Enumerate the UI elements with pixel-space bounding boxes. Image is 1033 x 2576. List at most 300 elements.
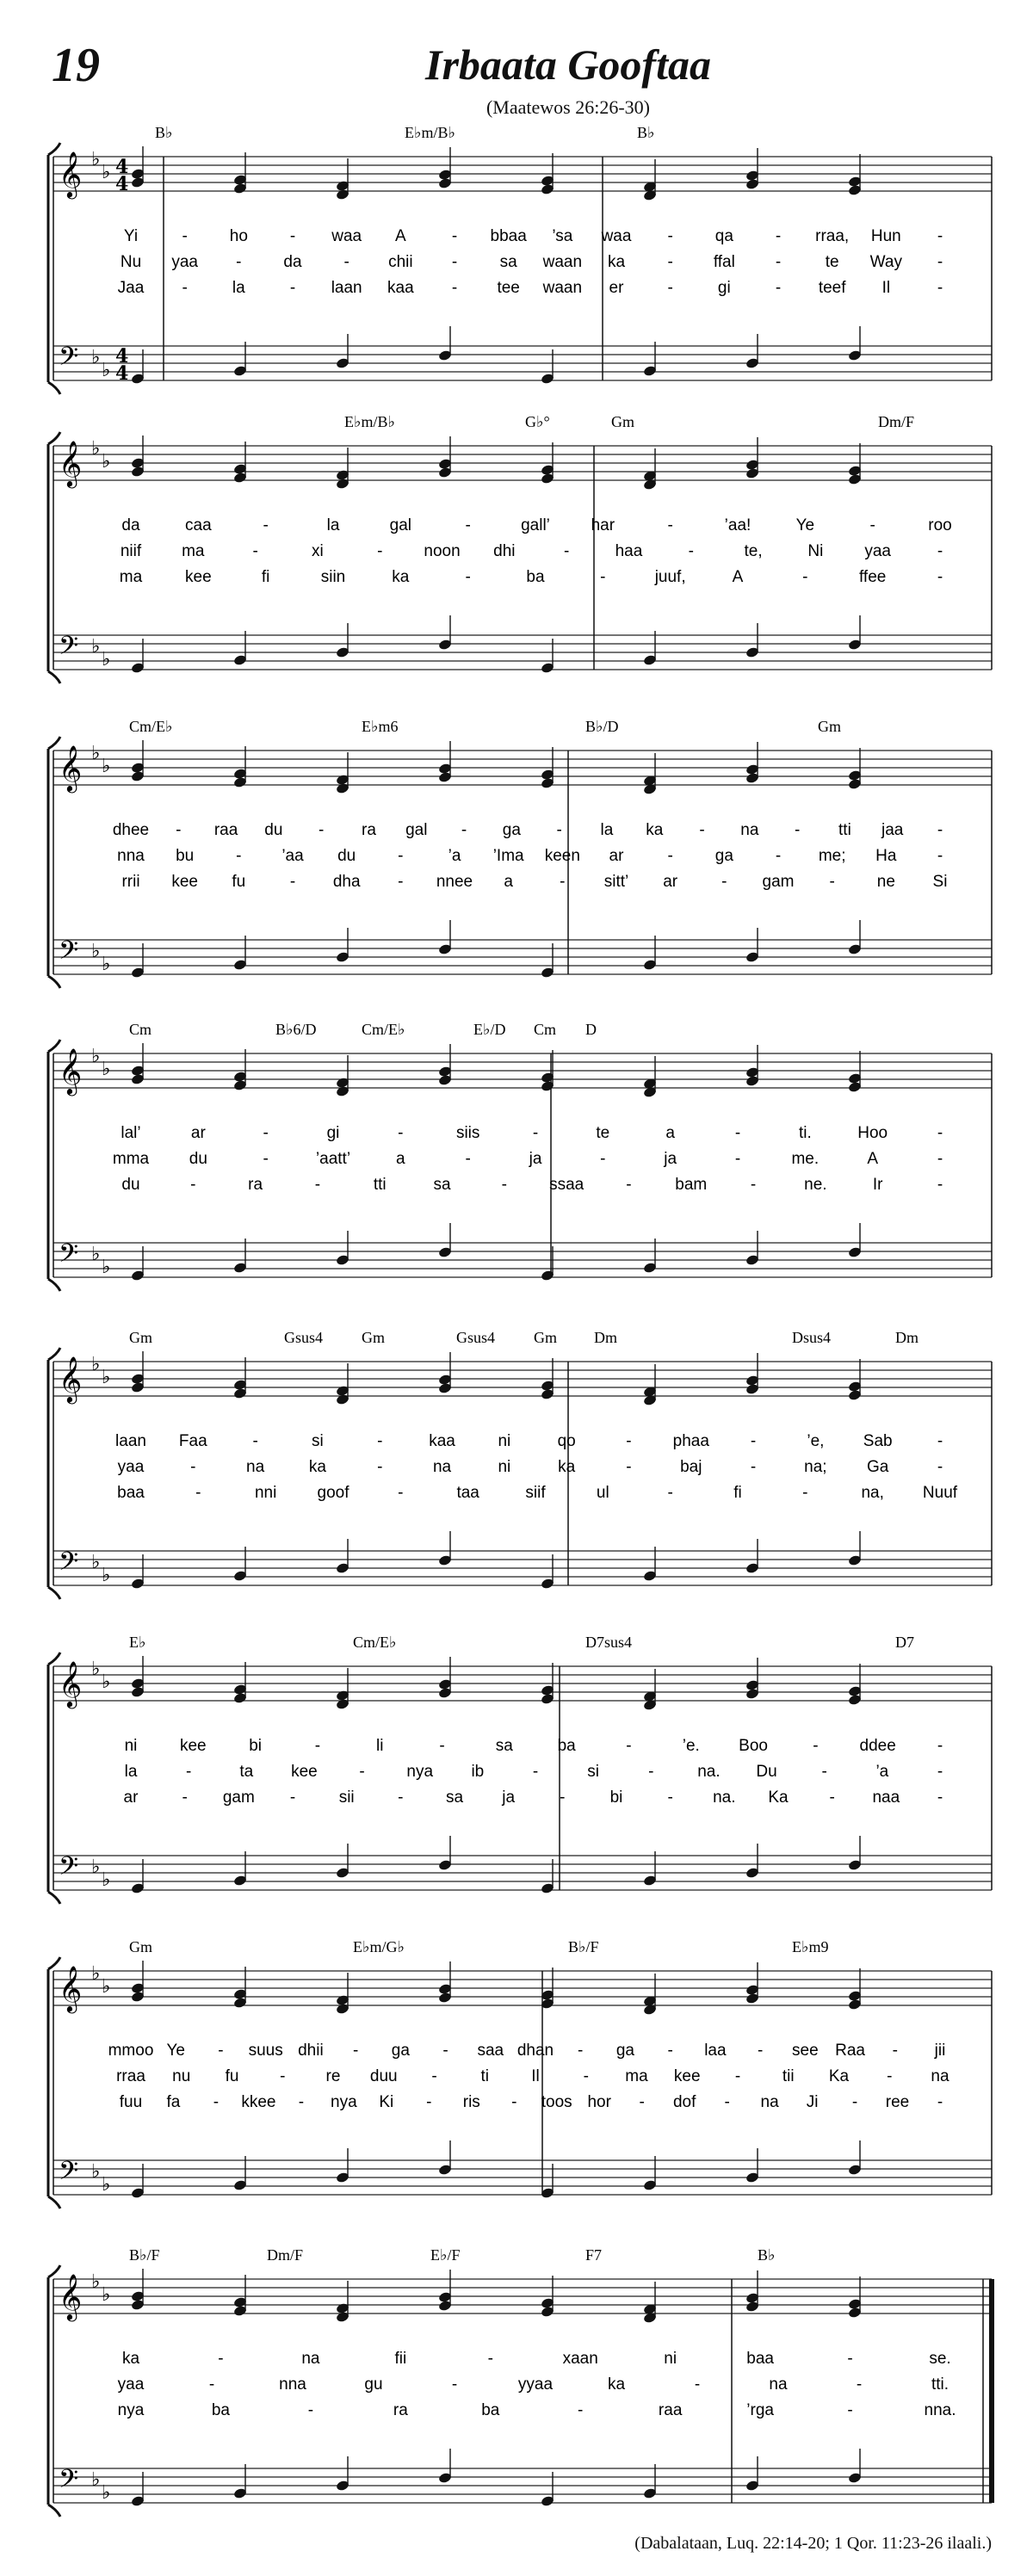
- key-flat: ♭: [102, 451, 111, 473]
- lyric-hyphen: -: [600, 568, 606, 586]
- lyric-syllable: baa: [117, 1484, 145, 1502]
- chord-symbol: D7sus4: [585, 1634, 633, 1651]
- lyric-syllable: si: [312, 1432, 324, 1450]
- lyric-syllable: Nu: [120, 253, 142, 271]
- lyric-hyphen: -: [307, 2401, 314, 2419]
- lyric-hyphen: -: [851, 2093, 858, 2111]
- key-flat: ♭: [102, 1671, 111, 1693]
- lyric-hyphen: -: [377, 542, 383, 560]
- key-flat: ♭: [102, 1059, 111, 1080]
- lyric-hyphen: -: [451, 2375, 458, 2394]
- lyric-syllable: ’aatt’: [315, 1150, 351, 1168]
- lyric-syllable: ni: [498, 1432, 511, 1450]
- lyric-syllable: kaa: [387, 279, 414, 297]
- lyric-hyphen: -: [794, 821, 801, 839]
- lyric-syllable: la: [600, 821, 614, 839]
- lyric-hyphen: -: [667, 253, 673, 271]
- lyric-syllable: A: [732, 568, 744, 586]
- lyric-syllable: na.: [697, 1763, 721, 1781]
- lyric-hyphen: -: [252, 1432, 258, 1450]
- lyric-hyphen: -: [190, 1458, 196, 1476]
- lyric-syllable: ’Ima: [492, 847, 524, 865]
- lyric-syllable: me;: [818, 847, 846, 865]
- chord-symbol: Cm: [129, 1021, 152, 1038]
- lyric-syllable: na: [432, 1458, 452, 1476]
- brace-hook-bottom: [48, 2196, 60, 2208]
- lyric-syllable: da: [121, 516, 140, 534]
- lyric-syllable: ka: [121, 2350, 140, 2368]
- lyric-hyphen: -: [263, 1124, 269, 1142]
- lyric-syllable: dhan: [516, 2042, 554, 2060]
- lyric-syllable: fi: [261, 568, 270, 586]
- lyric-syllable: ba: [557, 1737, 576, 1755]
- lyric-hyphen: -: [639, 2093, 645, 2111]
- lyric-hyphen: -: [829, 1788, 835, 1807]
- lyric-hyphen: -: [775, 279, 782, 297]
- lyric-hyphen: -: [377, 1458, 383, 1476]
- lyric-hyphen: -: [451, 227, 458, 245]
- brace-hook-bottom: [48, 671, 60, 683]
- lyric-syllable: goof: [317, 1484, 349, 1502]
- lyric-hyphen: -: [734, 1124, 741, 1142]
- lyric-syllable: siin: [320, 568, 346, 586]
- lyric-syllable: Ye: [166, 2042, 185, 2060]
- lyric-hyphen: -: [734, 2067, 741, 2085]
- lyric-syllable: waan: [542, 279, 583, 297]
- lyric-syllable: dhi: [493, 542, 516, 560]
- lyric-hyphen: -: [343, 253, 349, 271]
- lyric-hyphen: -: [289, 279, 296, 297]
- bass-clef: 𝄢: [59, 1239, 79, 1275]
- chord-symbol: Dm: [895, 1329, 919, 1346]
- lyric-syllable: ar: [123, 1788, 139, 1807]
- lyric-syllable: jii: [934, 2042, 946, 2060]
- lyric-hyphen: -: [626, 1458, 632, 1476]
- lyric-hyphen: -: [937, 1176, 943, 1194]
- key-flat: ♭: [91, 1659, 101, 1680]
- lyric-hyphen: -: [532, 1763, 539, 1781]
- lyric-syllable: ffal: [713, 253, 735, 271]
- treble-clef: 𝄞: [59, 440, 83, 486]
- lyric-syllable: Ha: [875, 847, 897, 865]
- brace-hook-bottom: [48, 382, 60, 394]
- lyric-hyphen: -: [263, 516, 269, 534]
- lyric-hyphen: -: [319, 821, 325, 839]
- lyric-syllable: yyaa: [517, 2375, 554, 2394]
- lyric-syllable: ni: [124, 1737, 138, 1755]
- lyric-syllable: yaa: [171, 253, 198, 271]
- lyric-syllable: ja: [529, 1150, 542, 1168]
- lyric-syllable: li: [376, 1737, 384, 1755]
- lyric-syllable: bbaa: [490, 227, 527, 245]
- lyric-syllable: dhii: [298, 2042, 324, 2060]
- lyric-syllable: na: [740, 821, 759, 839]
- lyric-syllable: te: [825, 253, 839, 271]
- lyric-syllable: Ka: [768, 1788, 789, 1807]
- lyric-syllable: ra: [393, 2401, 408, 2419]
- brace-hook-bottom: [48, 1892, 60, 1904]
- lyric-syllable: xaan: [562, 2350, 598, 2368]
- lyric-hyphen: -: [377, 1432, 383, 1450]
- lyric-hyphen: -: [289, 873, 296, 891]
- chord-symbol: B♭6/D: [275, 1021, 317, 1038]
- bass-clef: 𝄢: [59, 1852, 79, 1887]
- lyric-syllable: nni: [254, 1484, 277, 1502]
- lyric-hyphen: -: [314, 1737, 321, 1755]
- lyric-hyphen: -: [937, 1458, 943, 1476]
- lyric-syllable: har: [591, 516, 615, 534]
- treble-clef: 𝄞: [59, 2273, 83, 2320]
- lyric-syllable: kee: [673, 2067, 701, 2085]
- lyric-syllable: sa: [499, 253, 517, 271]
- lyric-syllable: qo: [557, 1432, 576, 1450]
- lyric-hyphen: -: [937, 568, 943, 586]
- key-flat: ♭: [102, 1976, 111, 1998]
- lyric-hyphen: -: [937, 847, 943, 865]
- brace-hook-bottom: [48, 1587, 60, 1599]
- lyric-syllable: tii: [782, 2067, 795, 2085]
- lyric-hyphen: -: [847, 2401, 853, 2419]
- lyric-syllable: ka: [558, 1458, 576, 1476]
- lyric-syllable: Du: [756, 1763, 777, 1781]
- chord-symbol: Gm: [362, 1329, 385, 1346]
- lyric-syllable: keen: [544, 847, 580, 865]
- lyric-hyphen: -: [218, 2350, 224, 2368]
- lyric-syllable: Il: [531, 2067, 540, 2085]
- lyric-syllable: laan: [115, 1432, 146, 1450]
- lyric-hyphen: -: [218, 2042, 224, 2060]
- chord-symbol: Cm/E♭: [362, 1021, 405, 1038]
- lyric-syllable: Ji: [806, 2093, 819, 2111]
- lyric-syllable: dha: [332, 873, 361, 891]
- lyric-hyphen: -: [298, 2093, 305, 2111]
- key-flat: ♭: [91, 1552, 101, 1573]
- lyric-hyphen: -: [721, 873, 727, 891]
- lyric-hyphen: -: [563, 542, 570, 560]
- lyric-syllable: jaa: [881, 821, 904, 839]
- lyric-syllable: haa: [615, 542, 643, 560]
- lyric-syllable: gi: [717, 279, 731, 297]
- lyric-hyphen: -: [734, 1150, 741, 1168]
- chord-symbol: Dm/F: [267, 2246, 304, 2264]
- lyric-syllable: lal’: [121, 1124, 141, 1142]
- lyric-hyphen: -: [208, 2375, 215, 2394]
- lyric-syllable: baa: [746, 2350, 774, 2368]
- lyric-syllable: Raa: [835, 2042, 865, 2060]
- lyric-syllable: Ki: [379, 2093, 394, 2111]
- chord-symbol: Dsus4: [792, 1329, 832, 1346]
- lyric-hyphen: -: [426, 2093, 432, 2111]
- lyric-hyphen: -: [182, 279, 188, 297]
- lyric-hyphen: -: [724, 2093, 730, 2111]
- lyric-syllable: gi: [326, 1124, 340, 1142]
- lyric-hyphen: -: [937, 1763, 943, 1781]
- lyric-hyphen: -: [648, 1763, 654, 1781]
- lyric-hyphen: -: [937, 1788, 943, 1807]
- chord-symbol: Gm: [818, 718, 841, 735]
- lyric-syllable: gu: [364, 2375, 383, 2394]
- lyric-syllable: ffee: [858, 568, 887, 586]
- brace-hook-bottom: [48, 2505, 60, 2517]
- lyric-syllable: dof: [672, 2093, 696, 2111]
- lyric-syllable: ib: [471, 1763, 485, 1781]
- lyric-syllable: Hoo: [857, 1124, 888, 1142]
- scripture-reference: (Maatewos 26:26-30): [486, 96, 650, 118]
- treble-clef: 𝄞: [59, 151, 83, 197]
- lyric-syllable: dhee: [112, 821, 150, 839]
- lyric-syllable: ar: [663, 873, 678, 891]
- treble-clef: 𝄞: [59, 1660, 83, 1707]
- lyric-syllable: na,: [861, 1484, 884, 1502]
- lyric-hyphen: -: [560, 1788, 566, 1807]
- lyric-syllable: kee: [291, 1763, 318, 1781]
- chord-symbol: Gsus4: [284, 1329, 324, 1346]
- lyric-syllable: nya: [406, 1763, 434, 1781]
- lyric-syllable: ddee: [859, 1737, 896, 1755]
- lyric-syllable: ka: [308, 1458, 326, 1476]
- lyric-syllable: laa: [704, 2042, 727, 2060]
- lyric-hyphen: -: [667, 227, 673, 245]
- time-signature-top: 4: [115, 156, 129, 178]
- chord-symbol: Gm: [129, 1938, 152, 1955]
- lyric-syllable: nya: [331, 2093, 357, 2111]
- lyric-syllable: du: [337, 847, 356, 865]
- lyric-syllable: Ye: [795, 516, 815, 534]
- lyric-syllable: ga: [714, 847, 733, 865]
- lyric-syllable: ne: [876, 873, 895, 891]
- lyric-syllable: nya: [117, 2401, 145, 2419]
- lyric-syllable: Ir: [872, 1176, 883, 1194]
- lyric-hyphen: -: [398, 1484, 404, 1502]
- lyric-syllable: duu: [369, 2067, 398, 2085]
- lyric-syllable: si: [587, 1763, 600, 1781]
- lyric-hyphen: -: [887, 2067, 893, 2085]
- chord-symbol: Cm/E♭: [353, 1634, 397, 1651]
- lyric-syllable: niif: [120, 542, 142, 560]
- treble-clef: 𝄞: [59, 1356, 83, 1402]
- lyric-hyphen: -: [667, 847, 673, 865]
- lyric-syllable: ra: [362, 821, 376, 839]
- lyric-hyphen: -: [869, 516, 875, 534]
- lyric-hyphen: -: [847, 2350, 853, 2368]
- key-flat: ♭: [91, 743, 101, 764]
- lyric-hyphen: -: [465, 516, 471, 534]
- lyric-hyphen: -: [937, 253, 943, 271]
- lyric-hyphen: -: [937, 279, 943, 297]
- lyric-syllable: la: [326, 516, 340, 534]
- lyric-syllable: ’sa: [552, 227, 573, 245]
- lyric-hyphen: -: [182, 1788, 188, 1807]
- lyric-hyphen: -: [626, 1737, 632, 1755]
- lyric-syllable: ga: [391, 2042, 410, 2060]
- hymn-title: Irbaata Gooftaa: [425, 40, 711, 89]
- lyric-hyphen: -: [775, 227, 782, 245]
- lyric-hyphen: -: [359, 1763, 365, 1781]
- lyric-hyphen: -: [667, 2042, 673, 2060]
- lyric-syllable: ka: [607, 2375, 626, 2394]
- lyric-hyphen: -: [937, 821, 943, 839]
- treble-clef: 𝄞: [59, 744, 83, 791]
- lyric-syllable: sii: [338, 1788, 355, 1807]
- lyric-syllable: ’aa!: [724, 516, 752, 534]
- lyric-syllable: du: [189, 1150, 207, 1168]
- lyric-syllable: nna.: [924, 2401, 956, 2419]
- lyric-syllable: nnee: [436, 873, 473, 891]
- lyric-syllable: me.: [791, 1150, 820, 1168]
- lyric-syllable: er: [609, 279, 624, 297]
- lyric-syllable: sa: [495, 1737, 513, 1755]
- lyric-syllable: fu: [232, 873, 246, 891]
- lyric-hyphen: -: [802, 1484, 808, 1502]
- lyric-syllable: juuf,: [654, 568, 686, 586]
- chord-symbol: B♭: [637, 124, 655, 141]
- lyric-syllable: Yi: [123, 227, 139, 245]
- lyric-syllable: caa: [185, 516, 212, 534]
- lyric-hyphen: -: [176, 821, 182, 839]
- lyric-hyphen: -: [856, 2375, 863, 2394]
- footnote: (Dabalataan, Luq. 22:14-20; 1 Qor. 11:23-26 ilaali.): [634, 2534, 992, 2553]
- lyric-syllable: raa: [658, 2401, 683, 2419]
- lyric-syllable: ka: [646, 821, 664, 839]
- lyric-syllable: mmoo: [108, 2042, 154, 2060]
- lyric-syllable: ga: [502, 821, 521, 839]
- chord-symbol: G♭°: [525, 413, 550, 430]
- lyric-hyphen: -: [937, 1432, 943, 1450]
- key-flat: ♭: [91, 2161, 101, 2183]
- chord-symbol: B♭/F: [129, 2246, 160, 2264]
- chord-symbol: B♭/D: [585, 718, 619, 735]
- lyric-syllable: du: [121, 1176, 140, 1194]
- lyric-syllable: toos: [541, 2093, 572, 2111]
- lyric-syllable: a: [396, 1150, 405, 1168]
- lyric-hyphen: -: [937, 1150, 943, 1168]
- lyric-hyphen: -: [750, 1176, 757, 1194]
- lyric-syllable: Way: [869, 253, 902, 271]
- lyric-hyphen: -: [667, 1788, 673, 1807]
- lyric-hyphen: -: [892, 2042, 898, 2060]
- treble-clef: 𝄞: [59, 1047, 83, 1094]
- chord-symbol: E♭/D: [473, 1021, 506, 1038]
- key-flat: ♭: [91, 941, 101, 962]
- lyric-syllable: ho: [229, 227, 248, 245]
- lyric-syllable: na: [769, 2375, 788, 2394]
- lyric-syllable: bi: [249, 1737, 263, 1755]
- lyric-syllable: Boo: [739, 1737, 768, 1755]
- lyric-hyphen: -: [398, 1124, 404, 1142]
- lyric-syllable: se.: [929, 2350, 951, 2368]
- lyric-syllable: na: [760, 2093, 779, 2111]
- lyric-hyphen: -: [511, 2093, 517, 2111]
- treble-clef: 𝄞: [59, 1965, 83, 2011]
- chord-symbol: E♭m/B♭: [405, 124, 455, 141]
- lyric-syllable: ’e.: [682, 1737, 700, 1755]
- lyric-syllable: tee: [497, 279, 520, 297]
- bass-clef: 𝄢: [59, 343, 79, 378]
- lyric-syllable: ga: [615, 2042, 635, 2060]
- lyric-syllable: ra: [248, 1176, 263, 1194]
- lyric-syllable: sa: [433, 1176, 451, 1194]
- lyric-syllable: ’e,: [807, 1432, 825, 1450]
- lyric-hyphen: -: [829, 873, 835, 891]
- lyric-syllable: ’rga: [746, 2401, 774, 2419]
- key-flat: ♭: [102, 1869, 111, 1891]
- lyric-syllable: nna: [279, 2375, 306, 2394]
- lyric-hyphen: -: [398, 847, 404, 865]
- key-flat: ♭: [102, 1257, 111, 1278]
- lyric-syllable: ma: [182, 542, 205, 560]
- lyric-syllable: ul: [596, 1484, 609, 1502]
- lyric-syllable: fa: [166, 2093, 181, 2111]
- key-flat: ♭: [91, 1963, 101, 1985]
- lyric-syllable: ti.: [798, 1124, 812, 1142]
- lyric-syllable: kkee: [241, 2093, 276, 2111]
- lyric-hyphen: -: [280, 2067, 286, 2085]
- lyric-hyphen: -: [802, 568, 808, 586]
- lyric-hyphen: -: [937, 1124, 943, 1142]
- lyric-syllable: na.: [713, 1788, 736, 1807]
- lyric-hyphen: -: [667, 279, 673, 297]
- key-flat: ♭: [102, 2174, 111, 2196]
- lyric-hyphen: -: [398, 1788, 404, 1807]
- lyric-syllable: Ga: [867, 1458, 889, 1476]
- lyric-syllable: saa: [477, 2042, 504, 2060]
- lyric-syllable: waa: [331, 227, 362, 245]
- lyric-hyphen: -: [465, 1150, 471, 1168]
- key-flat: ♭: [91, 1046, 101, 1067]
- lyric-syllable: yaa: [117, 1458, 145, 1476]
- lyric-syllable: ni: [664, 2350, 677, 2368]
- lyric-syllable: siif: [525, 1484, 546, 1502]
- lyric-syllable: nu: [172, 2067, 191, 2085]
- lyric-syllable: ja: [664, 1150, 677, 1168]
- lyric-syllable: fuu: [119, 2093, 143, 2111]
- chord-symbol: E♭/F: [430, 2246, 461, 2264]
- lyric-hyphen: -: [289, 1788, 296, 1807]
- lyric-syllable: A: [867, 1150, 879, 1168]
- lyric-syllable: ssaa: [549, 1176, 585, 1194]
- lyric-hyphen: -: [263, 1150, 269, 1168]
- lyric-syllable: tti.: [931, 2375, 949, 2394]
- lyric-syllable: taa: [456, 1484, 479, 1502]
- lyric-syllable: tti: [838, 821, 851, 839]
- chord-symbol: Cm: [534, 1021, 557, 1038]
- lyric-syllable: kee: [179, 1737, 207, 1755]
- key-flat: ♭: [91, 347, 101, 368]
- lyric-syllable: yaa: [117, 2375, 145, 2394]
- lyric-syllable: gal: [389, 516, 412, 534]
- chord-symbol: Gm: [534, 1329, 557, 1346]
- chord-symbol: B♭: [758, 2246, 776, 2264]
- lyric-hyphen: -: [190, 1176, 196, 1194]
- lyric-hyphen: -: [213, 2093, 220, 2111]
- lyric-syllable: nna: [117, 847, 145, 865]
- lyric-hyphen: -: [236, 847, 242, 865]
- lyric-syllable: Ni: [807, 542, 824, 560]
- lyric-syllable: Faa: [178, 1432, 207, 1450]
- lyric-hyphen: -: [182, 227, 188, 245]
- lyric-syllable: ba: [526, 568, 545, 586]
- bass-clef: 𝄢: [59, 632, 79, 667]
- lyric-syllable: waa: [601, 227, 632, 245]
- lyric-syllable: xi: [312, 542, 324, 560]
- lyric-syllable: te,: [744, 542, 763, 560]
- lyric-hyphen: -: [775, 847, 782, 865]
- bass-clef: 𝄢: [59, 1547, 79, 1583]
- lyric-syllable: ’aa: [281, 847, 304, 865]
- lyric-syllable: na: [931, 2067, 949, 2085]
- lyric-syllable: gam: [762, 873, 795, 891]
- lyric-syllable: kee: [171, 873, 198, 891]
